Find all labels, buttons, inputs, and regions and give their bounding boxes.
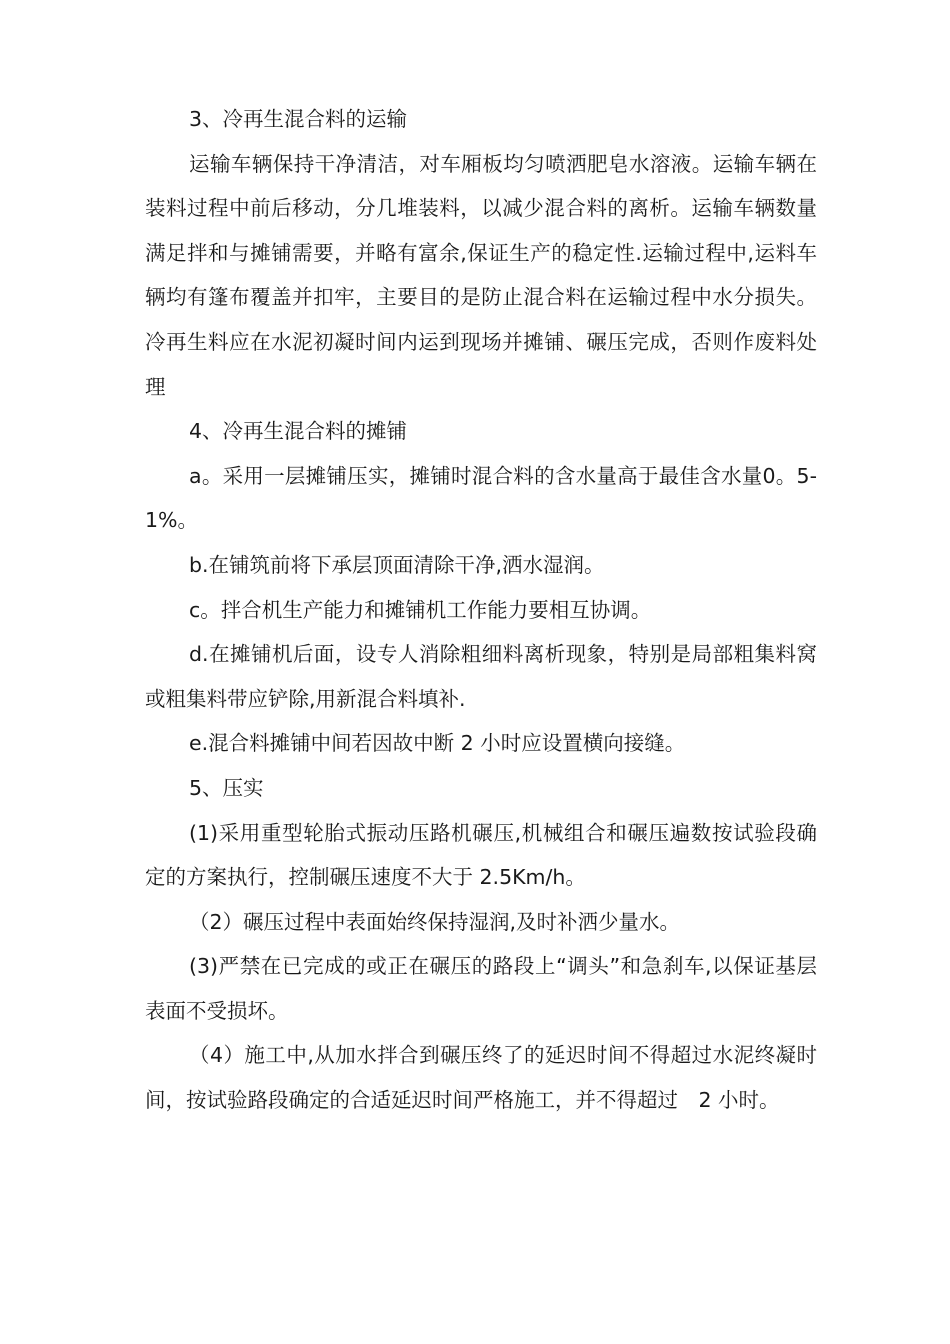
paragraph-compaction-4: （4）施工中,从加水拌合到碾压终了的延迟时间不得超过水泥终凝时间，按试验路段确定的合适延迟时间严格施工，并不得超过 2 小时。 — [145, 1043, 817, 1113]
paragraph-compaction-2: （2）碾压过程中表面始终保持湿润,及时补洒少量水。 — [189, 909, 681, 934]
section-heading-paving: 4、冷再生混合料的摊铺 — [189, 419, 408, 444]
section-heading-compaction: 5、压实 — [189, 775, 264, 800]
paragraph-paving-e: e.混合料摊铺中间若因故中断 2 小时应设置横向接缝。 — [189, 731, 686, 756]
paragraph-transport: 运输车辆保持干净清洁，对车厢板均匀喷洒肥皂水溶液。运输车辆在装料过程中前后移动，分几堆装料，以减少混合料的离析。运输车辆数量满足拌和与摊铺需要，并略有富余,保证生产的稳定性.运输过程中,运料车辆均有篷布覆盖并扣牢，主要目的是防止混合料在运输过程中水分损失。冷再生料应在水泥初凝时间内运到现场并摊铺、碾压完成，否则作废料处理 — [145, 151, 817, 399]
section-heading-transport: 3、冷再生混合料的运输 — [189, 107, 408, 131]
paragraph-paving-b: b.在铺筑前将下承层顶面清除干净,洒水湿润。 — [189, 552, 605, 577]
paragraph-paving-d: d.在摊铺机后面，设专人消除粗细料离析现象，特别是局部粗集料窝或粗集料带应铲除,用新混合料填补. — [145, 642, 817, 711]
paragraph-paving-a: a。采用一层摊铺压实，摊铺时混合料的含水量高于最佳含水量0。5-1%。 — [145, 463, 817, 533]
document-body — [145, 97, 817, 1123]
paragraph-compaction-3: (3)严禁在已完成的或正在碾压的路段上“调头”和急刹车,以保证基层表面不受损坏。 — [145, 954, 817, 1023]
paragraph-compaction-1: (1)采用重型轮胎式振动压路机碾压,机械组合和碾压遍数按试验段确定的方案执行，控制碾压速度不大于 2.5Km/h。 — [145, 820, 817, 890]
paragraph-paving-c: c。拌合机生产能力和摊铺机工作能力要相互协调。 — [189, 597, 652, 622]
